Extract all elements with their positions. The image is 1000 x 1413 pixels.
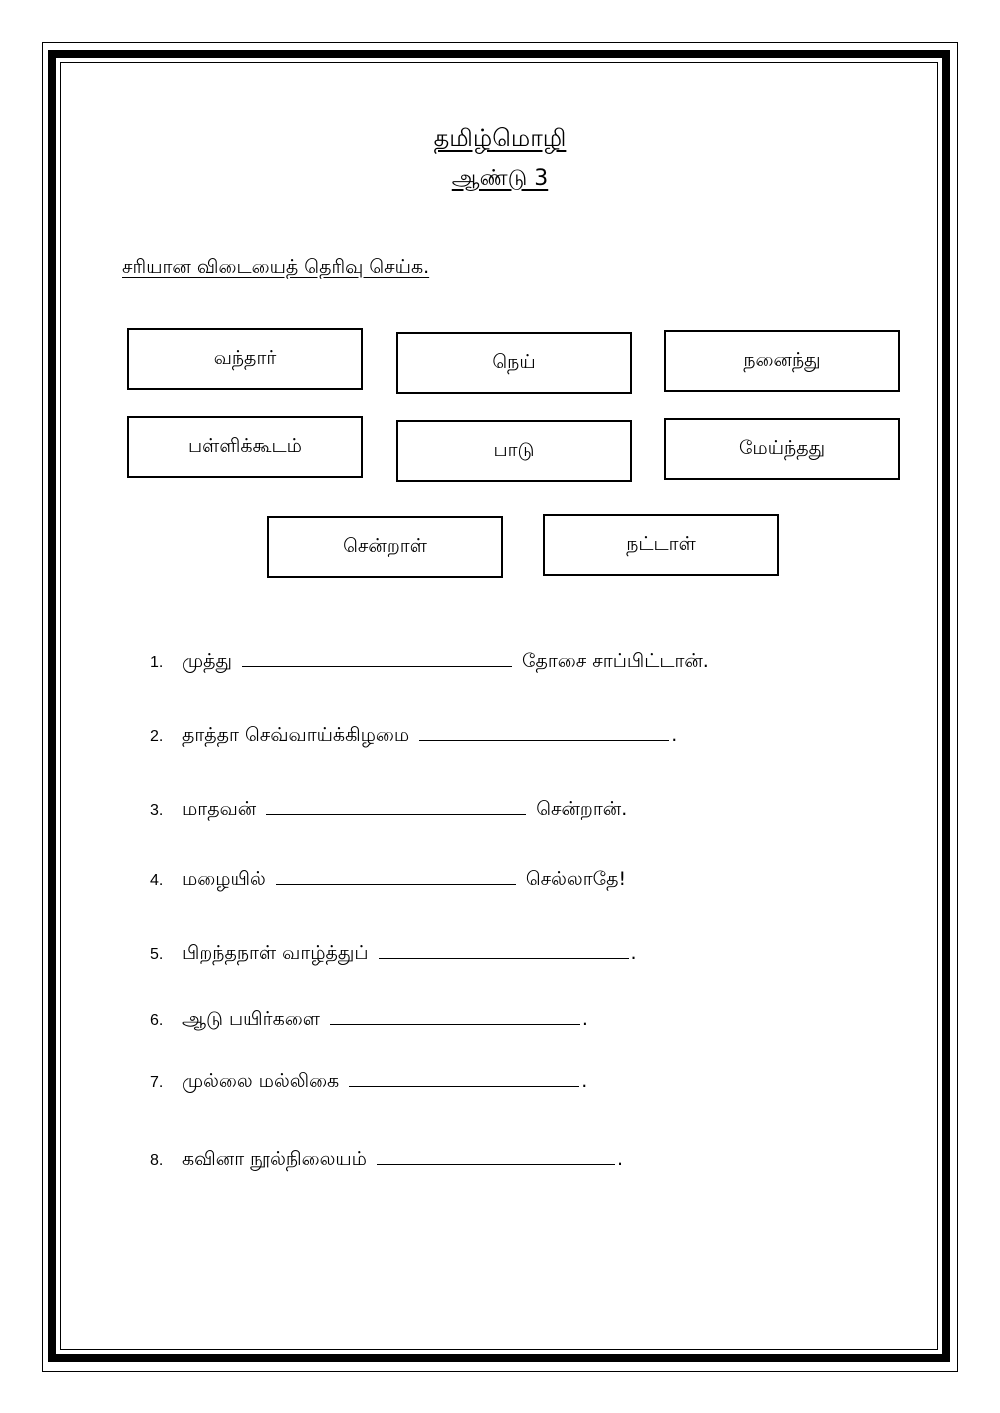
- word-box-2[interactable]: நெய்: [396, 332, 632, 394]
- question-text-before: மழையில்: [182, 868, 266, 890]
- question-text-after: .: [581, 1008, 588, 1030]
- question-number: 3.: [150, 802, 164, 819]
- question-text-before: முத்து: [182, 650, 232, 672]
- question-8: [150, 1146, 623, 1173]
- word-box-7[interactable]: சென்றாள்: [267, 516, 503, 578]
- question-text-before: முல்லை மல்லிகை: [182, 1070, 340, 1092]
- question-text-before: மாதவன்: [182, 798, 257, 820]
- question-number: 5.: [150, 946, 164, 963]
- answer-blank[interactable]: [330, 1006, 580, 1025]
- question-1: [150, 648, 709, 675]
- word-box-1[interactable]: வந்தார்: [127, 328, 363, 390]
- question-text-after: .: [616, 1148, 623, 1170]
- instruction-text: சரியான விடையைத் தெரிவு செய்க.: [122, 256, 430, 278]
- question-text-after: .: [630, 942, 637, 964]
- question-number: 6.: [150, 1012, 164, 1029]
- answer-blank[interactable]: [266, 796, 526, 815]
- answer-blank[interactable]: [276, 866, 516, 885]
- answer-blank[interactable]: [242, 648, 512, 667]
- answer-blank[interactable]: [349, 1068, 579, 1087]
- question-number: 7.: [150, 1074, 164, 1091]
- answer-blank[interactable]: [419, 722, 669, 741]
- question-text-after: செல்லாதே!: [525, 868, 627, 890]
- answer-blank[interactable]: [377, 1146, 615, 1165]
- word-box-4[interactable]: பள்ளிக்கூடம்: [127, 416, 363, 478]
- question-text-before: தாத்தா செவ்வாய்க்கிழமை: [182, 724, 410, 746]
- question-text-after: .: [581, 1070, 588, 1092]
- question-3: [150, 796, 627, 823]
- question-text-before: கவினா நூல்நிலையம்: [182, 1148, 367, 1170]
- question-text-after: .: [671, 724, 678, 746]
- word-box-3[interactable]: நனைந்து: [664, 330, 900, 392]
- question-number: 2.: [150, 728, 164, 745]
- answer-blank[interactable]: [379, 940, 629, 959]
- question-4: [150, 866, 626, 893]
- question-5: [150, 940, 637, 967]
- year-label: ஆண்டு 3: [451, 166, 549, 191]
- question-number: 4.: [150, 872, 164, 889]
- question-text-before: ஆடு பயிர்களை: [182, 1008, 320, 1030]
- question-6: [150, 1006, 588, 1033]
- question-2: [150, 722, 677, 749]
- question-text-after: சென்றான்.: [536, 798, 628, 820]
- word-box-5[interactable]: பாடு: [396, 420, 632, 482]
- word-box-8[interactable]: நட்டாள்: [543, 514, 779, 576]
- word-box-6[interactable]: மேய்ந்தது: [664, 418, 900, 480]
- question-7: [150, 1068, 587, 1095]
- question-number: 1.: [150, 654, 164, 671]
- question-text-after: தோசை சாப்பிட்டான்.: [521, 650, 709, 672]
- question-number: 8.: [150, 1152, 164, 1169]
- question-text-before: பிறந்தநாள் வாழ்த்துப்: [182, 942, 369, 964]
- page-title: தமிழ்மொழி: [433, 124, 567, 152]
